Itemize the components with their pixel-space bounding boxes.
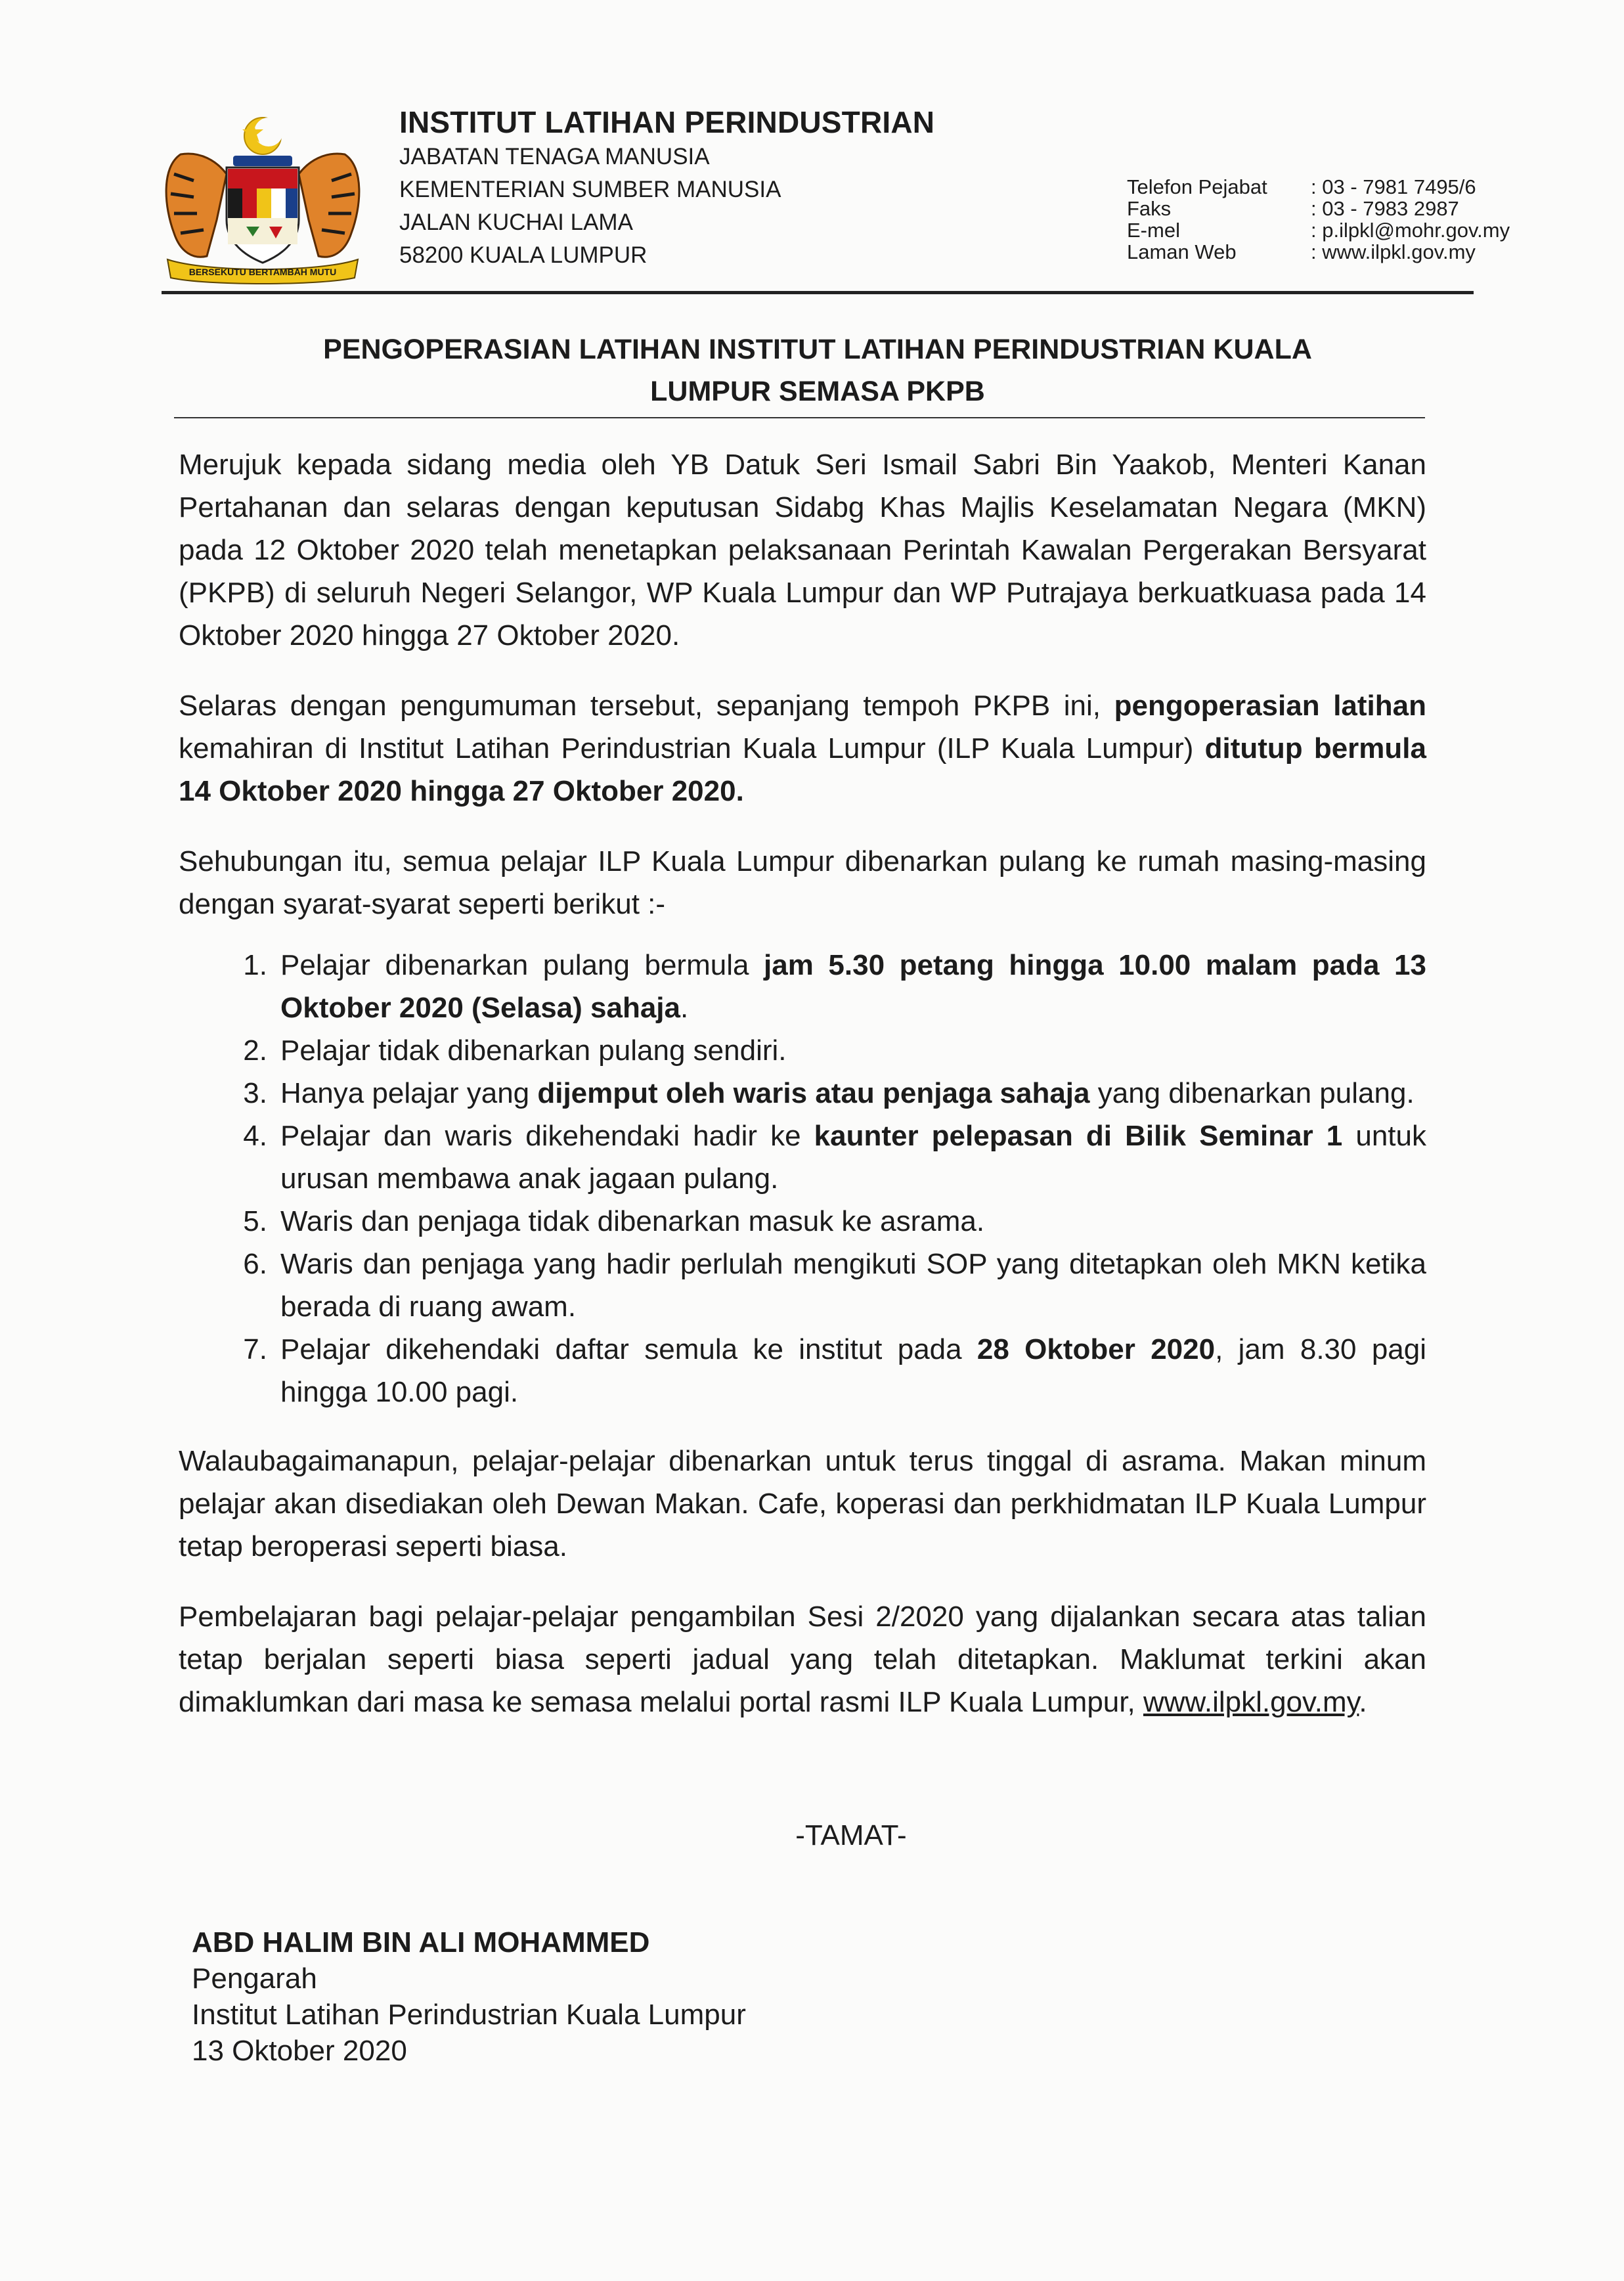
phone-value: : 03 - 7981 7495/6 bbox=[1311, 175, 1476, 198]
phone-label: Telefon Pejabat bbox=[1127, 175, 1267, 198]
paragraph-3: Sehubungan itu, semua pelajar ILP Kuala Lumpur dibenarkan pulang ke rumah masing-masing dengan syarat-syarat seperti berikut :- bbox=[179, 845, 1426, 920]
email-value: : p.ilpkl@mohr.gov.my bbox=[1311, 219, 1510, 242]
list-number: 7. bbox=[243, 1333, 267, 1365]
portal-link[interactable]: www.ilpkl.gov.my bbox=[1143, 1686, 1359, 1718]
letterhead-divider bbox=[162, 291, 1474, 294]
address-line: 58200 KUALA LUMPUR bbox=[399, 242, 647, 268]
organization-name: INSTITUT LATIHAN PERINDUSTRIAN bbox=[399, 105, 935, 139]
list-item bbox=[179, 1243, 1426, 1328]
contact-fax bbox=[1127, 198, 1510, 219]
conditions-list bbox=[179, 944, 1426, 1413]
list-text: Pelajar tidak dibenarkan pulang sendiri. bbox=[280, 1034, 787, 1067]
document-body bbox=[179, 443, 1426, 1751]
fax-label: Faks bbox=[1127, 197, 1172, 220]
paragraph-5-end: . bbox=[1359, 1686, 1367, 1718]
list-text: Hanya pelajar yang dijemput oleh waris atau penjaga sahaja yang dibenarkan pulang. bbox=[280, 1077, 1415, 1109]
address-line: JALAN KUCHAI LAMA bbox=[399, 210, 633, 235]
paragraph-2 bbox=[179, 684, 1426, 812]
paragraph-2-text: kemahiran di Institut Latihan Perindustrian Kuala Lumpur (ILP Kuala Lumpur) bbox=[179, 732, 1205, 764]
signature-block bbox=[192, 1924, 746, 2069]
signatory-position: Pengarah bbox=[192, 1962, 317, 1995]
paragraph-2-bold: pengoperasian latihan bbox=[1114, 690, 1426, 722]
contact-info bbox=[1127, 176, 1510, 263]
letterhead-address bbox=[399, 104, 934, 272]
paragraph-2-text: Selaras dengan pengumuman tersebut, sepanjang tempoh PKPB ini, bbox=[179, 690, 1114, 722]
list-number: 4. bbox=[243, 1120, 267, 1152]
email-label: E-mel bbox=[1127, 219, 1180, 242]
paragraph-5 bbox=[179, 1595, 1426, 1723]
list-item bbox=[179, 1328, 1426, 1413]
end-marker: -TAMAT- bbox=[795, 1819, 907, 1851]
signatory-institution: Institut Latihan Perindustrian Kuala Lumpur bbox=[192, 1999, 746, 2031]
paragraph-4: Walaubagaimanapun, pelajar-pelajar dibenarkan untuk terus tinggal di asrama. Makan minum pelajar akan disediakan oleh Dewan Makan. Cafe, koperasi dan perkhidmatan ILP Kuala Lumpur tetap beroperasi seperti biasa. bbox=[179, 1445, 1426, 1562]
list-item bbox=[179, 1072, 1426, 1115]
list-number: 1. bbox=[243, 949, 267, 981]
contact-web bbox=[1127, 241, 1510, 263]
list-item bbox=[179, 1029, 1426, 1072]
signature-date: 13 Oktober 2020 bbox=[192, 2035, 407, 2067]
list-text: Waris dan penjaga tidak dibenarkan masuk ke asrama. bbox=[280, 1205, 985, 1237]
title-divider bbox=[174, 417, 1425, 418]
list-item bbox=[179, 1200, 1426, 1243]
list-text: Pelajar dan waris dikehendaki hadir ke kaunter pelepasan di Bilik Seminar 1 untuk urusan membawa anak jagaan pulang. bbox=[280, 1120, 1426, 1195]
coat-of-arms-logo bbox=[154, 108, 371, 286]
document-title bbox=[162, 328, 1474, 412]
list-number: 5. bbox=[243, 1205, 267, 1237]
contact-phone bbox=[1127, 176, 1510, 198]
paragraph-2-bold: ditutup bermula 14 Oktober 2020 hingga 27 Oktober 2020. bbox=[179, 732, 1426, 807]
list-item bbox=[179, 944, 1426, 1029]
web-label: Laman Web bbox=[1127, 240, 1237, 263]
svg-text:BERSEKUTU BERTAMBAH MUTU: BERSEKUTU BERTAMBAH MUTU bbox=[188, 267, 337, 277]
list-number: 2. bbox=[243, 1034, 267, 1067]
title-line-1: PENGOPERASIAN LATIHAN INSTITUT LATIHAN PERINDUSTRIAN KUALA bbox=[323, 334, 1312, 365]
title-line-2: LUMPUR SEMASA PKPB bbox=[650, 376, 985, 407]
address-line: KEMENTERIAN SUMBER MANUSIA bbox=[399, 177, 781, 202]
paragraph-5-text: Pembelajaran bagi pelajar-pelajar pengambilan Sesi 2/2020 yang dijalankan secara atas talian tetap berjalan seperti biasa seperti jadual yang telah ditetapkan. Maklumat terkini akan dimaklumkan dari masa ke semasa melalui portal rasmi ILP Kuala Lumpur, bbox=[179, 1601, 1426, 1718]
contact-email bbox=[1127, 219, 1510, 241]
list-number: 3. bbox=[243, 1077, 267, 1109]
paragraph-1: Merujuk kepada sidang media oleh YB Datuk Seri Ismail Sabri Bin Yaakob, Menteri Kanan Pertahanan dan selaras dengan keputusan Sidabg Khas Majlis Keselamatan Negara (MKN) pada 12 Oktober 2020 telah menetapkan pelaksanaan Perintah Kawalan Pergerakan Bersyarat (PKPB) di seluruh Negeri Selangor, WP Kuala Lumpur dan WP Putrajaya berkuatkuasa pada 14 Oktober 2020 hingga 27 Oktober 2020. bbox=[179, 449, 1426, 652]
fax-value: : 03 - 7983 2987 bbox=[1311, 197, 1459, 220]
list-text: Pelajar dibenarkan pulang bermula jam 5.30 petang hingga 10.00 malam pada 13 Oktober 2020 (Selasa) sahaja. bbox=[280, 949, 1426, 1024]
list-text: Waris dan penjaga yang hadir perlulah mengikuti SOP yang ditetapkan oleh MKN ketika berada di ruang awam. bbox=[280, 1248, 1426, 1323]
list-text: Pelajar dikehendaki daftar semula ke institut pada 28 Oktober 2020, jam 8.30 pagi hingga 10.00 pagi. bbox=[280, 1333, 1427, 1408]
web-value: : www.ilpkl.gov.my bbox=[1311, 240, 1476, 263]
list-number: 6. bbox=[243, 1248, 267, 1280]
signatory-name: ABD HALIM BIN ALI MOHAMMED bbox=[192, 1926, 650, 1959]
address-line: JABATAN TENAGA MANUSIA bbox=[399, 144, 710, 169]
list-item bbox=[179, 1115, 1426, 1200]
